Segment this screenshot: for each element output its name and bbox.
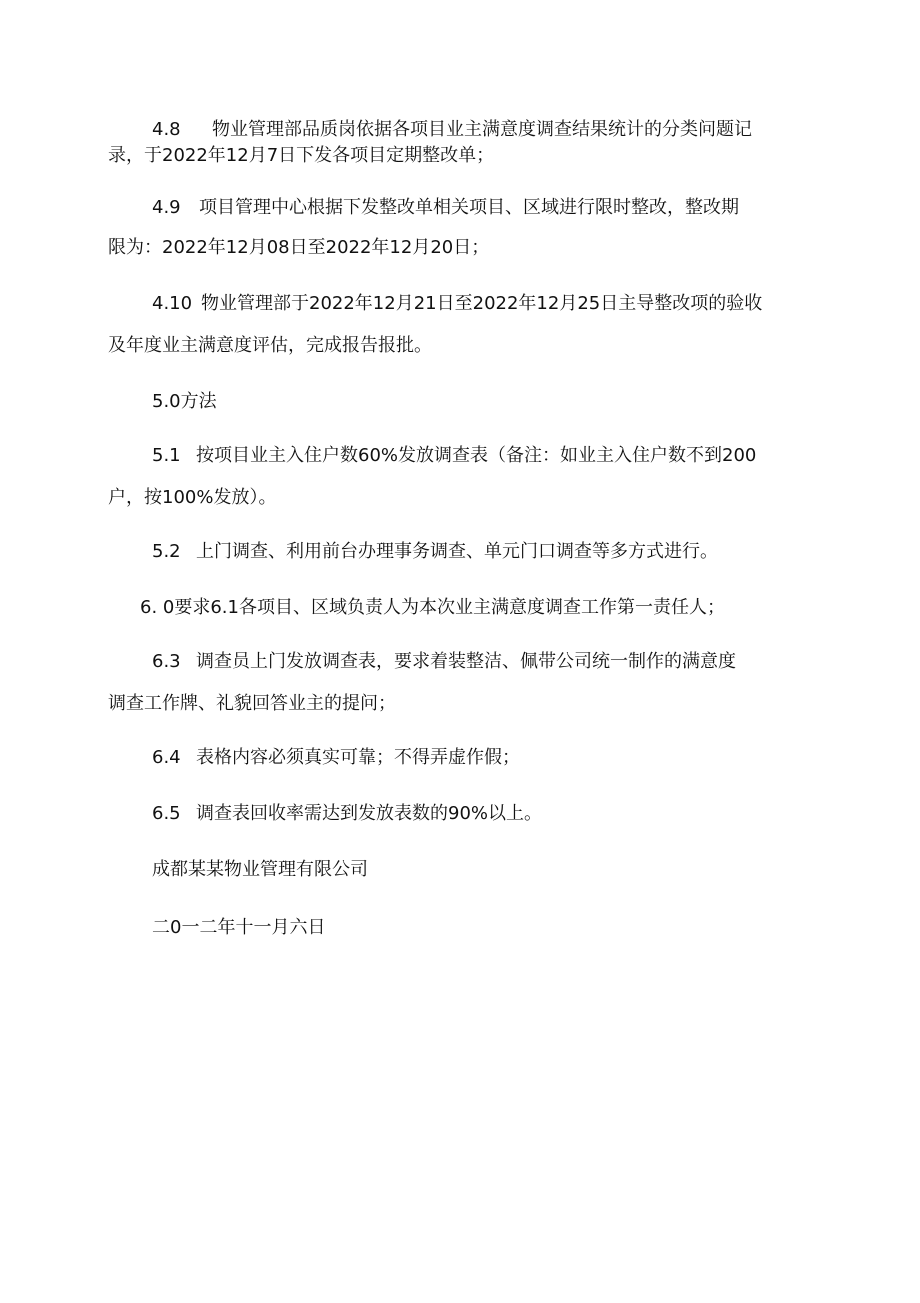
paragraph-number: 5.1 bbox=[152, 445, 181, 466]
paragraph-text: 按项目业主入住户数60%发放调查表（备注：如业主入住户数不到200 bbox=[196, 445, 757, 466]
paragraph-text: 表格内容必须真实可靠；不得弄虚作假； bbox=[196, 747, 520, 768]
paragraph-text: 及年度业主满意度评估，完成报告报批。 bbox=[108, 335, 432, 356]
paragraph-number: 6.3 bbox=[152, 651, 181, 672]
document-date: 二0一二年十一月六日 bbox=[152, 917, 326, 938]
paragraph-text: 上门调查、利用前台办理事务调查、单元门口调查等多方式进行。 bbox=[196, 541, 718, 562]
company-name: 成都某某物业管理有限公司 bbox=[152, 859, 368, 880]
paragraph-text: 限为：2022年12月08日至2022年12月20日； bbox=[108, 237, 490, 258]
paragraph-text: 户，按100%发放）。 bbox=[108, 487, 277, 508]
paragraph-text: 调查员上门发放调查表，要求着装整洁、佩带公司统一制作的满意度 bbox=[196, 651, 736, 672]
paragraph-number: 5.2 bbox=[152, 541, 181, 562]
paragraph-text: 物业管理部品质岗依据各项目业主满意度调查结果统计的分类问题记 bbox=[212, 119, 752, 140]
paragraph-text: 物业管理部于2022年12月21日至2022年12月25日主导整改项的验收 bbox=[201, 293, 763, 314]
paragraph-number: 6.4 bbox=[152, 747, 181, 768]
paragraph-text: 调查工作牌、礼貌回答业主的提问； bbox=[108, 693, 396, 714]
section-heading-text: 5.0方法 bbox=[152, 391, 217, 412]
section-heading-text: 6. 0要求6.1各项目、区域负责人为本次业主满意度调查工作第一责任人； bbox=[140, 597, 725, 618]
paragraph-text: 项目管理中心根据下发整改单相关项目、区域进行限时整改，整改期 bbox=[199, 197, 739, 218]
paragraph-number: 4.9 bbox=[152, 197, 181, 218]
paragraph-number: 4.8 bbox=[152, 119, 181, 140]
paragraph-number: 6.5 bbox=[152, 803, 181, 824]
paragraph-number: 4.10 bbox=[152, 293, 193, 314]
paragraph-text: 调查表回收率需达到发放表数的90%以上。 bbox=[196, 803, 543, 824]
paragraph-text: 录，于2022年12月7日下发各项目定期整改单； bbox=[108, 145, 495, 166]
